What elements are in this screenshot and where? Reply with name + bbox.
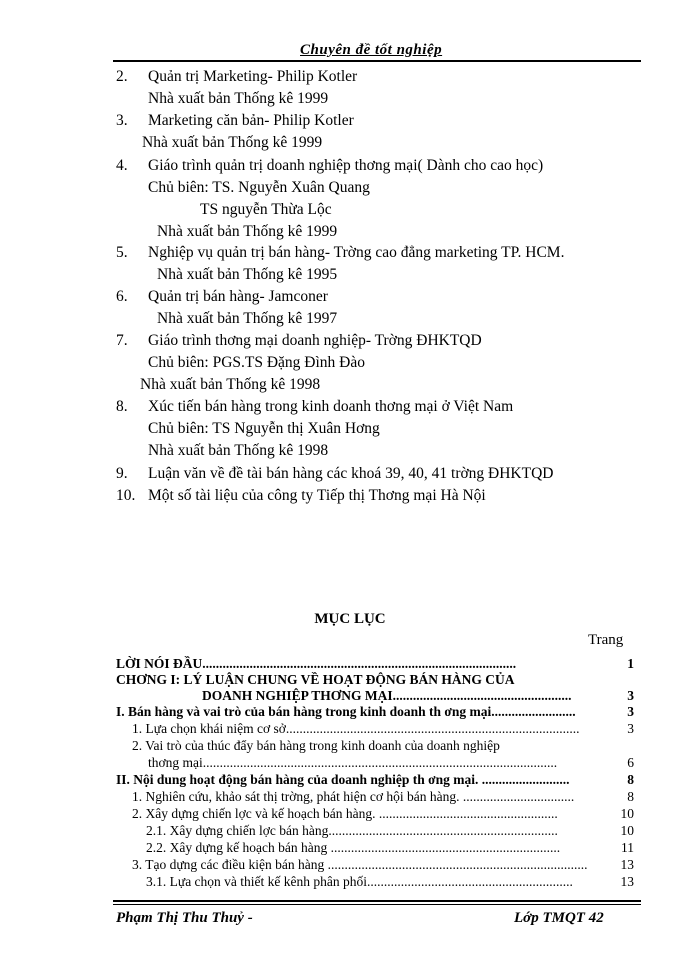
ref-line: Quản trị bán hàng- Jamconer (148, 288, 328, 305)
toc-page: 10 (620, 823, 634, 838)
ref-number: 5. (116, 244, 128, 261)
toc-page: 8 (627, 789, 634, 804)
toc-entry: 1. Lựa chọn khái niệm cơ sở....................................................................................... (132, 721, 580, 736)
toc-page: 3 (627, 704, 634, 719)
ref-number: 8. (116, 398, 128, 415)
footer-divider-thin (113, 904, 641, 905)
toc-page: 6 (627, 755, 634, 770)
ref-line: Nhà xuất bản Thống kê 1998 (140, 376, 321, 393)
toc-page: 3 (627, 688, 634, 703)
ref-line: Luận văn về đề tài bán hàng các khoá 39, 40, 41 trờng ĐHKTQD (148, 465, 554, 482)
toc-entry: thơng mại......................................................................................................... (148, 755, 558, 770)
ref-line: Nhà xuất bản Thống kê 1999 (148, 90, 329, 107)
footer-class: Lớp TMQT 42 (514, 910, 604, 926)
toc-entry: I. Bán hàng và vai trò của bán hàng trong kinh doanh th ơng mại......................... (116, 704, 576, 719)
ref-line: Xúc tiến bán hàng trong kinh doanh thơng mại ở Việt Nam (148, 398, 514, 415)
ref-number: 9. (116, 465, 128, 482)
toc-entry: 2.2. Xây dựng kế hoạch bán hàng .................................................................... (146, 840, 561, 855)
toc-entry: CHƠNG I: LÝ LUẬN CHUNG VỀ HOẠT ĐỘNG BÁN HÀNG CỦA (116, 672, 515, 687)
toc-entry: II. Nội dung hoạt động bán hàng của doanh nghiệp th ơng mại. .......................... (116, 772, 570, 787)
ref-number: 2. (116, 68, 128, 85)
ref-number: 4. (116, 157, 128, 174)
toc-page: 8 (627, 772, 634, 787)
ref-line: Giáo trình quản trị doanh nghiệp thơng mại( Dành cho cao học) (148, 157, 544, 174)
toc-entry: 1. Nghiên cứu, khảo sát thị trờng, phát hiện cơ hội bán hàng. ................................. (132, 789, 575, 804)
toc-title: MỤC LỤC (314, 611, 386, 627)
toc-page: 13 (620, 874, 634, 889)
ref-line: Nhà xuất bản Thống kê 1999 (157, 223, 338, 240)
ref-line: Chủ biên: TS Nguyễn thị Xuân Hơng (148, 420, 380, 437)
ref-line: Giáo trình thơng mại doanh nghiệp- Trờng ĐHKTQD (148, 332, 482, 349)
ref-number: 3. (116, 112, 128, 129)
toc-page: 10 (620, 806, 634, 821)
toc-page-label: Trang (588, 632, 624, 648)
ref-line: Chủ biên: TS. Nguyễn Xuân Quang (148, 179, 370, 196)
ref-line: Nhà xuất bản Thống kê 1995 (157, 266, 338, 283)
toc-entry: 2.1. Xây dựng chiến lợc bán hàng.................................................................... (146, 823, 558, 838)
toc-entry: 2. Xây dựng chiến lợc và kế hoạch bán hàng. ..................................................... (132, 806, 558, 821)
footer-author: Phạm Thị Thu Thuỷ - (116, 910, 253, 926)
ref-line: Quản trị Marketing- Philip Kotler (148, 68, 358, 85)
ref-number: 10. (116, 487, 136, 504)
footer-divider (113, 900, 641, 902)
header-divider (113, 60, 641, 62)
ref-line: Một số tài liệu của công ty Tiếp thị Thơng mại Hà Nội (148, 487, 486, 504)
ref-line: Nhà xuất bản Thống kê 1999 (142, 134, 323, 151)
ref-line: Marketing căn bản- Philip Kotler (148, 112, 354, 129)
toc-page: 3 (627, 721, 634, 736)
ref-line: Chủ biên: PGS.TS Đặng Đình Đào (148, 354, 365, 371)
toc-page: 13 (620, 857, 634, 872)
ref-line: Nhà xuất bản Thống kê 1998 (148, 442, 329, 459)
ref-line: Nghiệp vụ quản trị bán hàng- Trờng cao đẳng marketing TP. HCM. (148, 244, 565, 261)
toc-page: 11 (621, 840, 634, 855)
ref-number: 6. (116, 288, 128, 305)
ref-number: 7. (116, 332, 128, 349)
page-header-title: Chuyên đề tốt nghiệp (300, 42, 443, 58)
ref-line: TS nguyễn Thừa Lộc (200, 201, 332, 218)
toc-page: 1 (627, 656, 634, 671)
toc-entry: DOANH NGHIỆP THƠNG MẠI..................................................... (202, 688, 572, 703)
toc-entry: 3. Tạo dựng các điều kiện bán hàng ............................................................................. (132, 857, 588, 872)
ref-line: Nhà xuất bản Thống kê 1997 (157, 310, 338, 327)
toc-entry: 3.1. Lựa chọn và thiết kế kênh phân phối............................................................. (146, 874, 573, 889)
toc-entry: 2. Vai trò của thúc đẩy bán hàng trong kinh doanh của doanh nghiệp (132, 738, 500, 753)
toc-entry: LỜI NÓI ĐẦU............................................................................................. (116, 656, 517, 671)
